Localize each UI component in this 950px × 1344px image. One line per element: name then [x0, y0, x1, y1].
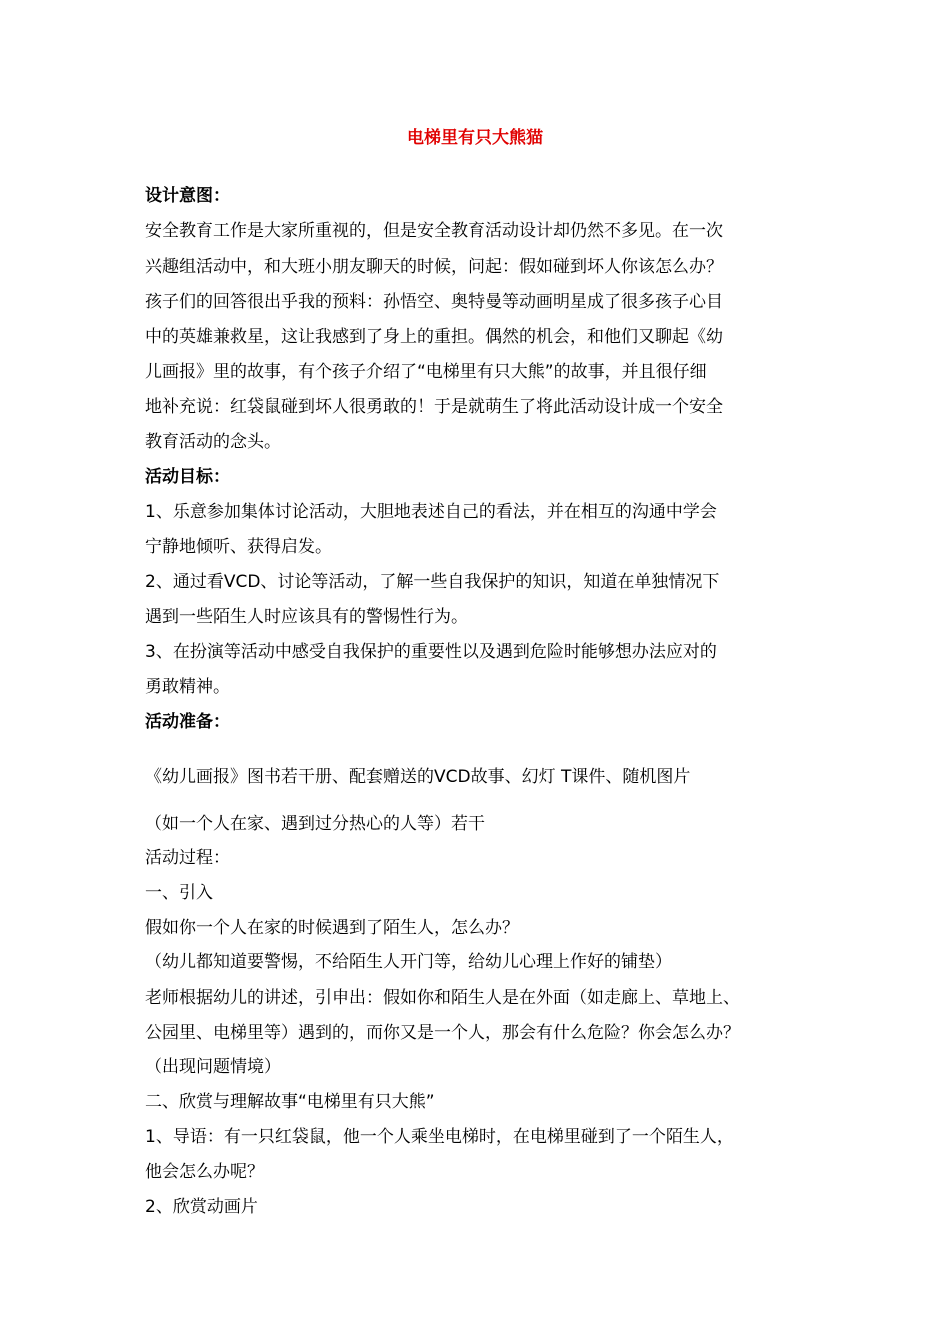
process-line: 假如你一个人在家的时候遇到了陌生人，怎么办？ — [145, 918, 519, 938]
document-title: 电梯里有只大熊猫 — [407, 128, 543, 148]
process-line: 老师根据幼儿的讲述，引申出：假如你和陌生人是在外面（如走廊上、草地上、 — [145, 988, 740, 1008]
heading-activity-process: 活动过程： — [145, 848, 230, 868]
paragraph-line: 孩子们的回答很出乎我的预料：孙悟空、奥特曼等动画明星成了很多孩子心目 — [145, 292, 723, 312]
paragraph-line: 儿画报》里的故事，有个孩子介绍了“电梯里有只大熊”的故事，并且很仔细 — [145, 362, 707, 382]
heading-activity-goals: 活动目标： — [145, 467, 230, 487]
process-line: 二、欣赏与理解故事“电梯里有只大熊” — [145, 1092, 435, 1112]
process-line: （出现问题情境） — [145, 1057, 281, 1077]
goal-line: 遇到一些陌生人时应该具有的警惕性行为。 — [145, 607, 468, 627]
goal-line: 3、在扮演等活动中感受自我保护的重要性以及遇到危险时能够想办法应对的 — [145, 642, 717, 662]
goal-line: 宁静地倾听、获得启发。 — [145, 537, 332, 557]
process-line: 他会怎么办呢？ — [145, 1162, 264, 1182]
preparation-line: （如一个人在家、遇到过分热心的人等）若干 — [145, 814, 485, 834]
preparation-line: 《幼儿画报》图书若干册、配套赠送的VCD故事、幻灯 T课件、随机图片 — [145, 767, 691, 787]
process-line: 1、导语：有一只红袋鼠，他一个人乘坐电梯时，在电梯里碰到了一个陌生人， — [145, 1127, 734, 1147]
goal-line: 1、乐意参加集体讨论活动，大胆地表述自己的看法，并在相互的沟通中学会 — [145, 502, 717, 522]
process-line: 公园里、电梯里等）遇到的，而你又是一个人，那会有什么危险？你会怎么办？ — [145, 1023, 740, 1043]
heading-activity-preparation: 活动准备： — [145, 712, 230, 732]
process-line: （幼儿都知道要警惕，不给陌生人开门等，给幼儿心理上作好的铺垫） — [145, 952, 672, 972]
process-line: 一、引入 — [145, 883, 213, 903]
process-line: 2、欣赏动画片 — [145, 1197, 258, 1217]
paragraph-line: 地补充说：红袋鼠碰到坏人很勇敢的！于是就萌生了将此活动设计成一个安全 — [145, 397, 723, 417]
paragraph-line: 兴趣组活动中，和大班小朋友聊天的时候，问起：假如碰到坏人你该怎么办？ — [145, 257, 723, 277]
goal-line: 勇敢精神。 — [145, 677, 230, 697]
paragraph-line: 教育活动的念头。 — [145, 432, 281, 452]
paragraph-line: 中的英雄兼救星，这让我感到了身上的重担。偶然的机会，和他们又聊起《幼 — [145, 327, 723, 347]
paragraph-line: 安全教育工作是大家所重视的，但是安全教育活动设计却仍然不多见。在一次 — [145, 221, 723, 241]
heading-design-intent: 设计意图： — [145, 186, 230, 206]
goal-line: 2、通过看VCD、讨论等活动，了解一些自我保护的知识，知道在单独情况下 — [145, 572, 720, 592]
